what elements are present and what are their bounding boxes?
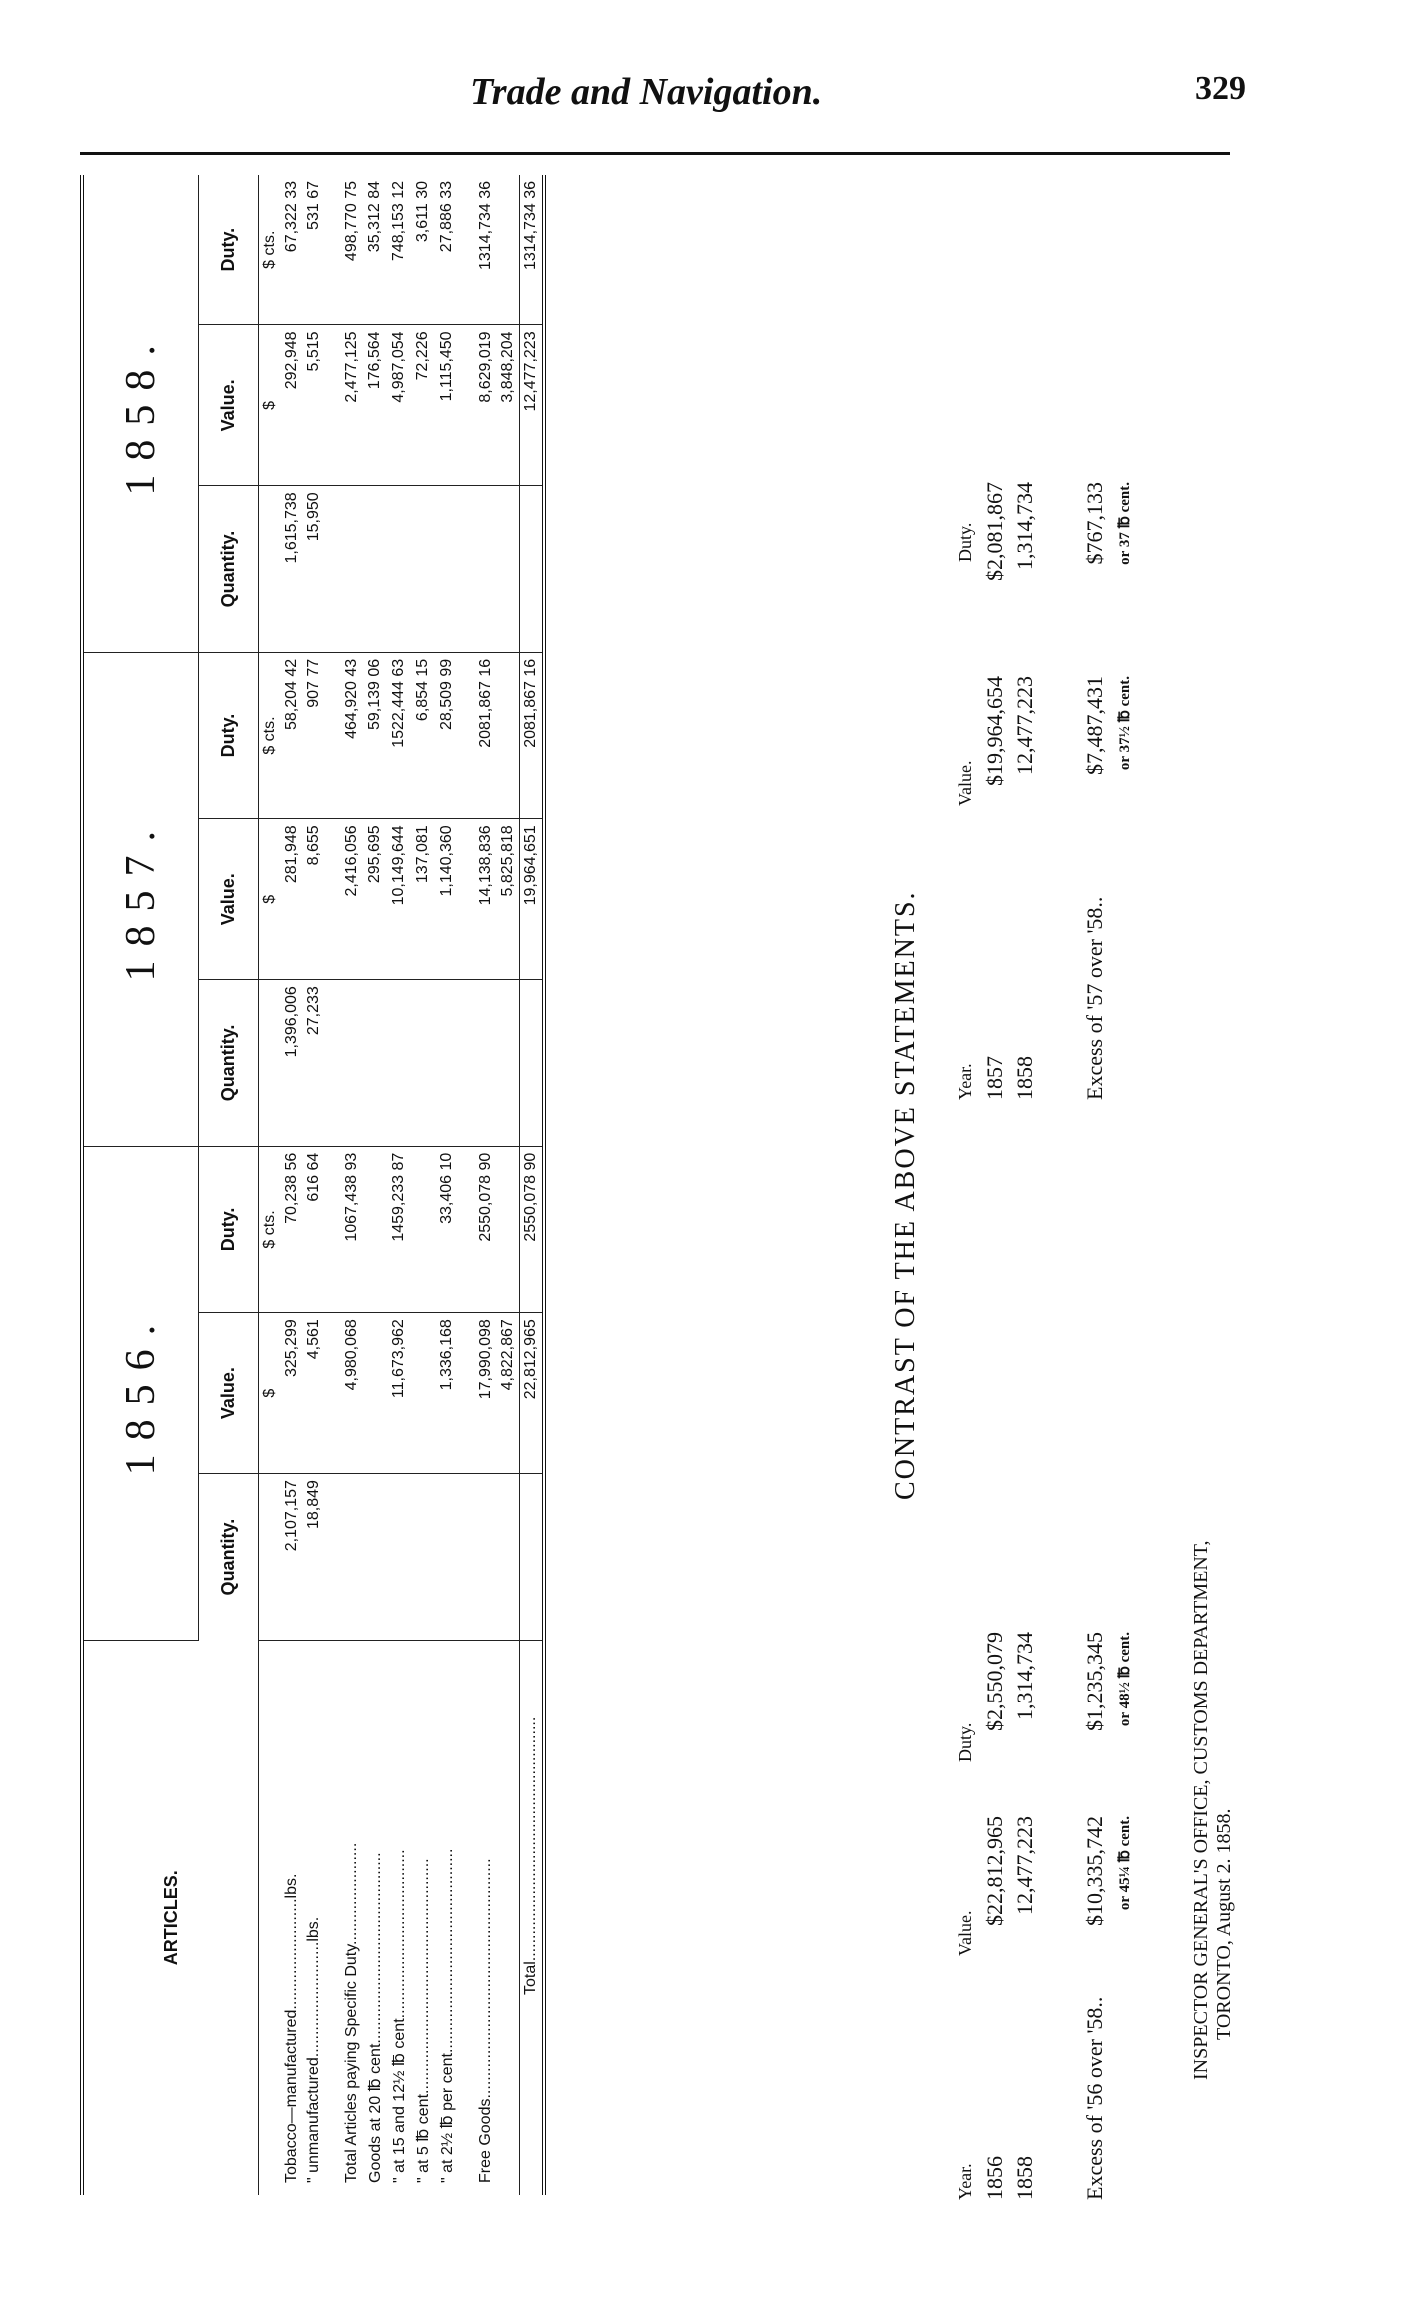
col-quantity: Quantity. bbox=[199, 980, 259, 1146]
contrast-right-block bbox=[950, 402, 1140, 1100]
rotated-statistics-table bbox=[80, 175, 730, 2195]
cell: 616 64 bbox=[303, 1146, 325, 1313]
value: 12,477,223 bbox=[1012, 1816, 1037, 1915]
year-header-1857: 1857. bbox=[82, 652, 199, 1146]
cell bbox=[475, 486, 497, 652]
cell: 1314,734 36 bbox=[475, 175, 497, 325]
value: $22,812,965 bbox=[982, 1816, 1007, 1926]
unit-duty: $ cts. bbox=[259, 652, 282, 819]
cell: 137,081 bbox=[411, 819, 435, 980]
cell: 1067,438 93 bbox=[341, 1146, 363, 1313]
excess-duty: $1,235,345 bbox=[1082, 1632, 1107, 1731]
article-label: Goods at 20 ℔ cent........................................... bbox=[367, 1852, 384, 2183]
cell bbox=[497, 486, 520, 652]
table-row bbox=[281, 175, 303, 2195]
cell bbox=[497, 652, 520, 819]
year: 1858 bbox=[1012, 2156, 1037, 2200]
col-duty-label: Duty. bbox=[955, 1722, 975, 1762]
cell bbox=[411, 1474, 435, 1640]
year: 1858 bbox=[1012, 1056, 1037, 1100]
cell bbox=[411, 980, 435, 1146]
year: 1857 bbox=[982, 1056, 1007, 1100]
page-title: Trade and Navigation. bbox=[470, 71, 823, 113]
cell: 8,629,019 bbox=[475, 325, 497, 486]
pct-value: or 37½ ℔ cent. bbox=[1117, 676, 1133, 771]
cell: 4,980,068 bbox=[341, 1313, 363, 1474]
cell: 292,948 bbox=[281, 325, 303, 486]
duty: 1,314,734 bbox=[1012, 1632, 1037, 1720]
cell: 5,825,818 bbox=[497, 819, 520, 980]
cell: 5,515 bbox=[303, 325, 325, 486]
cell: 11,673,962 bbox=[387, 1313, 411, 1474]
excess-label: Excess of '57 over '58.. bbox=[1082, 896, 1107, 1100]
cell: 12,477,223 bbox=[520, 325, 545, 486]
cell: 464,920 43 bbox=[341, 652, 363, 819]
article-label: Total....................................................... bbox=[520, 1640, 545, 2195]
pct-duty: or 48½ ℔ cent. bbox=[1117, 1632, 1133, 1727]
cell: 281,948 bbox=[281, 819, 303, 980]
excess-duty: $767,133 bbox=[1082, 482, 1107, 565]
table-row bbox=[341, 175, 363, 2195]
cell: 1522,444 63 bbox=[387, 652, 411, 819]
cell bbox=[341, 980, 363, 1146]
cell: 295,695 bbox=[363, 819, 387, 980]
unit-value: $ bbox=[259, 1313, 282, 1474]
cell bbox=[475, 1474, 497, 1640]
duty: $2,081,867 bbox=[982, 482, 1007, 581]
cell: 1,336,168 bbox=[435, 1313, 459, 1474]
col-quantity: Quantity. bbox=[199, 486, 259, 652]
unit-duty: $ cts. bbox=[259, 1146, 282, 1313]
col-duty: Duty. bbox=[199, 175, 259, 325]
cell bbox=[497, 1146, 520, 1313]
excess-label: Excess of '56 over '58.. bbox=[1082, 1996, 1107, 2200]
trade-table bbox=[80, 175, 546, 2195]
year: 1856 bbox=[982, 2156, 1007, 2200]
cell bbox=[363, 980, 387, 1146]
cell: 3,848,204 bbox=[497, 325, 520, 486]
cell: 14,138,836 bbox=[475, 819, 497, 980]
cell bbox=[520, 486, 545, 652]
cell bbox=[411, 1313, 435, 1474]
cell bbox=[387, 980, 411, 1146]
col-value-label: Value. bbox=[955, 760, 975, 806]
cell bbox=[363, 1474, 387, 1640]
cell bbox=[363, 1313, 387, 1474]
cell bbox=[475, 980, 497, 1146]
cell bbox=[435, 486, 459, 652]
table-row bbox=[303, 175, 325, 2195]
value: $19,964,654 bbox=[982, 676, 1007, 786]
cell: 70,238 56 bbox=[281, 1146, 303, 1313]
article-label: Free Goods...................................................... bbox=[477, 1858, 494, 2183]
cell bbox=[497, 175, 520, 325]
cell bbox=[363, 486, 387, 652]
cell: 4,822,867 bbox=[497, 1313, 520, 1474]
cell bbox=[363, 1146, 387, 1313]
col-year-label: Year. bbox=[955, 2163, 975, 2200]
article-label bbox=[497, 1640, 520, 2195]
article-label: " at 2½ ℔ per cent.............................................. bbox=[439, 1848, 456, 2183]
total-row bbox=[520, 175, 545, 2195]
article-label: " at 15 and 12½ ℔ cent...................................... bbox=[391, 1849, 408, 2183]
cell: 22,812,965 bbox=[520, 1313, 545, 1474]
cell: 8,655 bbox=[303, 819, 325, 980]
cell: 1,615,738 bbox=[281, 486, 303, 652]
running-header bbox=[0, 70, 1406, 130]
excess-value: $7,487,431 bbox=[1082, 676, 1107, 775]
pct-duty: or 37 ℔ cent. bbox=[1117, 482, 1133, 565]
article-label: " at 5 ℔ cent..................................................... bbox=[415, 1858, 432, 2183]
unit-value: $ bbox=[259, 325, 282, 486]
cell: 1459,233 87 bbox=[387, 1146, 411, 1313]
cell bbox=[497, 980, 520, 1146]
cell: 58,204 42 bbox=[281, 652, 303, 819]
col-value: Value. bbox=[199, 325, 259, 486]
cell: 2,107,157 bbox=[281, 1474, 303, 1640]
cell: 33,406 10 bbox=[435, 1146, 459, 1313]
cell bbox=[411, 486, 435, 652]
col-duty-label: Duty. bbox=[955, 522, 975, 562]
cell bbox=[387, 486, 411, 652]
article-label: Total Articles paying Specific Duty....................... bbox=[343, 1842, 360, 2183]
header-rule bbox=[80, 152, 1230, 155]
contrast-left-block bbox=[950, 1602, 1140, 2200]
table-row bbox=[475, 175, 497, 2195]
article-label: " unmanufactured..........................lbs. bbox=[305, 1916, 322, 2183]
signature-block bbox=[1190, 1540, 1236, 2080]
cell: 325,299 bbox=[281, 1313, 303, 1474]
cell: 15,950 bbox=[303, 486, 325, 652]
cell: 176,564 bbox=[363, 325, 387, 486]
units-row bbox=[259, 175, 282, 2195]
cell: 19,964,651 bbox=[520, 819, 545, 980]
cell: 2550,078 90 bbox=[475, 1146, 497, 1313]
cell: 907 77 bbox=[303, 652, 325, 819]
cell: 27,886 33 bbox=[435, 175, 459, 325]
cell: 72,226 bbox=[411, 325, 435, 486]
cell: 531 67 bbox=[303, 175, 325, 325]
cell: 1,140,360 bbox=[435, 819, 459, 980]
cell bbox=[341, 1474, 363, 1640]
table-row bbox=[411, 175, 435, 2195]
duty: $2,550,079 bbox=[982, 1632, 1007, 1731]
cell: 748,153 12 bbox=[387, 175, 411, 325]
page-number: 329 bbox=[1195, 70, 1246, 107]
cell: 4,561 bbox=[303, 1313, 325, 1474]
col-year-label: Year. bbox=[955, 1063, 975, 1100]
col-value: Value. bbox=[199, 1313, 259, 1474]
cell bbox=[411, 1146, 435, 1313]
col-duty: Duty. bbox=[199, 652, 259, 819]
cell: 59,139 06 bbox=[363, 652, 387, 819]
cell: 6,854 15 bbox=[411, 652, 435, 819]
table-row bbox=[497, 175, 520, 2195]
cell: 17,990,098 bbox=[475, 1313, 497, 1474]
cell: 1314,734 36 bbox=[520, 175, 545, 325]
col-value-label: Value. bbox=[955, 1910, 975, 1956]
contrast-section bbox=[890, 200, 1310, 2200]
cell bbox=[387, 1474, 411, 1640]
contrast-title: CONTRAST OF THE ABOVE STATEMENTS. bbox=[890, 890, 921, 1500]
cell bbox=[435, 1474, 459, 1640]
cell: 3,611 30 bbox=[411, 175, 435, 325]
year-header-1858: 1858. bbox=[82, 175, 199, 652]
cell bbox=[520, 980, 545, 1146]
value: 12,477,223 bbox=[1012, 676, 1037, 775]
cell: 4,987,054 bbox=[387, 325, 411, 486]
unit-duty: $ cts. bbox=[259, 175, 282, 325]
unit-value: $ bbox=[259, 819, 282, 980]
col-duty: Duty. bbox=[199, 1146, 259, 1313]
cell: 2550,078 90 bbox=[520, 1146, 545, 1313]
place-date-line: TORONTO, August 2. 1858. bbox=[1213, 1808, 1235, 2040]
cell: 18,849 bbox=[303, 1474, 325, 1640]
year-header-1856: 1856. bbox=[82, 1146, 199, 1640]
office-line: INSPECTOR GENERAL'S OFFICE, CUSTOMS DEPARTMENT, bbox=[1190, 1540, 1212, 2080]
cell bbox=[341, 486, 363, 652]
table-row bbox=[387, 175, 411, 2195]
article-label: Tobacco—manufactured.........................lbs. bbox=[283, 1873, 300, 2183]
cell bbox=[497, 1474, 520, 1640]
table-row bbox=[363, 175, 387, 2195]
col-quantity: Quantity. bbox=[199, 1474, 259, 1640]
cell: 27,233 bbox=[303, 980, 325, 1146]
cell: 498,770 75 bbox=[341, 175, 363, 325]
cell: 2081,867 16 bbox=[520, 652, 545, 819]
excess-value: $10,335,742 bbox=[1082, 1816, 1107, 1926]
pct-value: or 45¼ ℔ cent. bbox=[1117, 1816, 1133, 1911]
cell bbox=[435, 980, 459, 1146]
cell: 1,115,450 bbox=[435, 325, 459, 486]
cell: 2081,867 16 bbox=[475, 652, 497, 819]
cell: 67,322 33 bbox=[281, 175, 303, 325]
cell: 35,312 84 bbox=[363, 175, 387, 325]
cell: 28,509 99 bbox=[435, 652, 459, 819]
cell bbox=[520, 1474, 545, 1640]
cell: 1,396,006 bbox=[281, 980, 303, 1146]
articles-header: ARTICLES. bbox=[82, 1640, 259, 2195]
table-row bbox=[435, 175, 459, 2195]
cell: 2,416,056 bbox=[341, 819, 363, 980]
duty: 1,314,734 bbox=[1012, 482, 1037, 570]
cell: 2,477,125 bbox=[341, 325, 363, 486]
cell: 10,149,644 bbox=[387, 819, 411, 980]
col-value: Value. bbox=[199, 819, 259, 980]
